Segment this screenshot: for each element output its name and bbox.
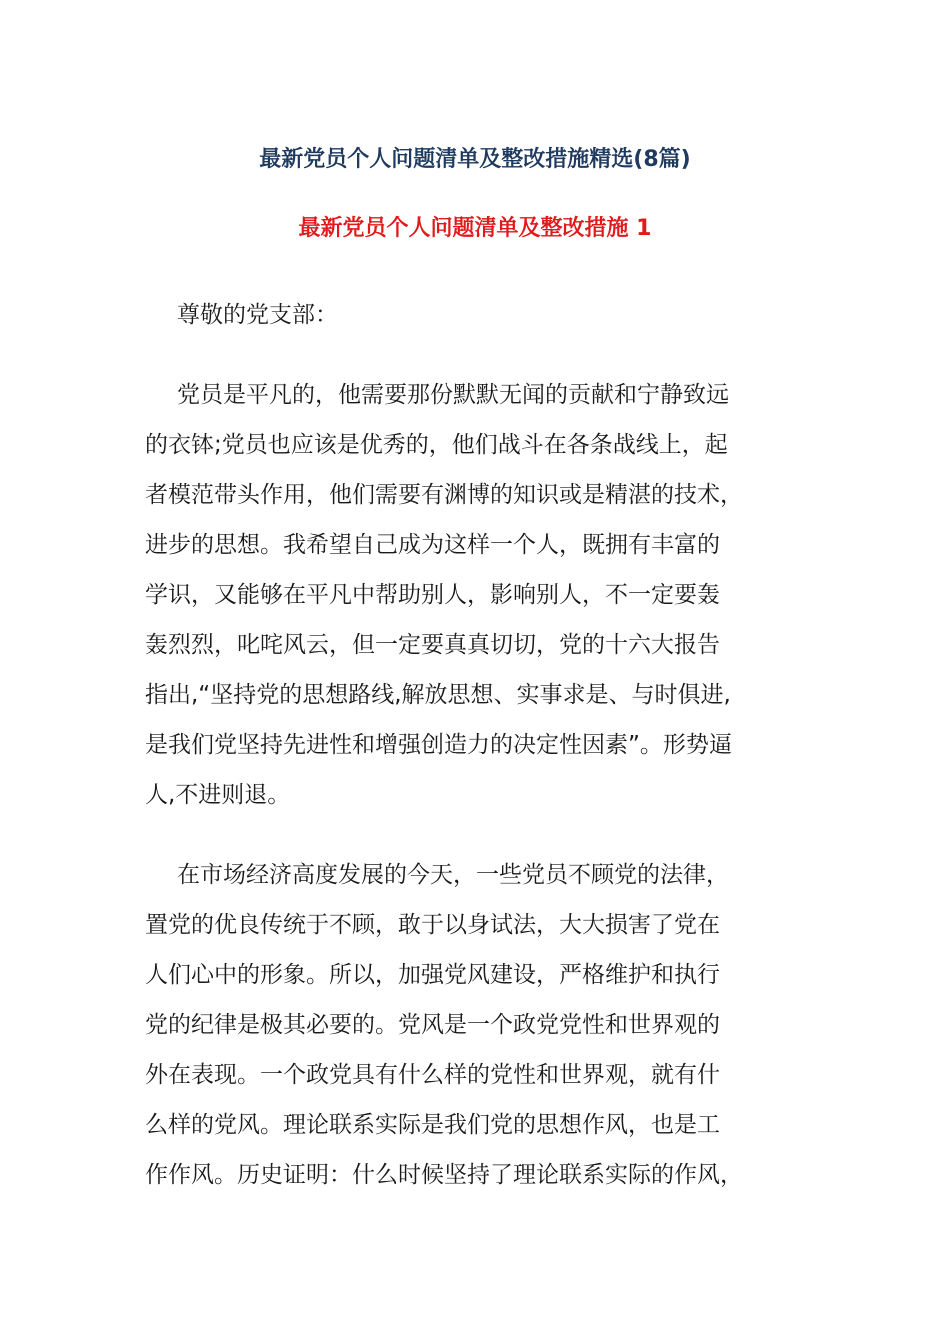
paragraph-line: 的衣钵;党员也应该是优秀的，他们战斗在各条战线上，起 bbox=[145, 432, 728, 458]
document-title: 最新党员个人问题清单及整改措施精选(8篇) bbox=[259, 147, 691, 172]
paragraph-line: 么样的党风。理论联系实际是我们党的思想作风，也是工 bbox=[145, 1112, 720, 1138]
salutation: 尊敬的党支部： bbox=[177, 302, 338, 328]
paragraph-line: 外在表现。一个政党具有什么样的党性和世界观，就有什 bbox=[145, 1062, 720, 1088]
paragraph-line: 党员是平凡的，他需要那份默默无闻的贡献和宁静致远 bbox=[177, 382, 729, 408]
paragraph-line: 者模范带头作用，他们需要有渊博的知识或是精湛的技术， bbox=[145, 482, 743, 508]
paragraph-line: 进步的思想。我希望自己成为这样一个人，既拥有丰富的 bbox=[145, 532, 720, 558]
paragraph-line: 党的纪律是极其必要的。党风是一个政党党性和世界观的 bbox=[145, 1012, 720, 1038]
paragraph-line: 是我们党坚持先进性和增强创造力的决定性因素”。形势逼 bbox=[145, 732, 732, 758]
paragraph-1 bbox=[145, 370, 807, 820]
section-title: 最新党员个人问题清单及整改措施 1 bbox=[298, 216, 652, 241]
paragraph-line: 指出,“坚持党的思想路线,解放思想、实事求是、与时俱进, bbox=[145, 682, 731, 708]
paragraph-line: 人,不进则退。 bbox=[145, 782, 291, 808]
paragraph-line: 在市场经济高度发展的今天，一些党员不顾党的法律， bbox=[177, 862, 729, 888]
paragraph-line: 置党的优良传统于不顾，敢于以身试法，大大损害了党在 bbox=[145, 912, 720, 938]
paragraph-line: 作作风。历史证明：什么时候坚持了理论联系实际的作风， bbox=[145, 1162, 743, 1188]
paragraph-2 bbox=[145, 850, 807, 1200]
paragraph-line: 人们心中的形象。所以，加强党风建设，严格维护和执行 bbox=[145, 962, 720, 988]
document-body bbox=[145, 290, 807, 1230]
paragraph-line: 学识，又能够在平凡中帮助别人，影响别人，不一定要轰 bbox=[145, 582, 720, 608]
paragraph-line: 轰烈烈，叱咤风云，但一定要真真切切，党的十六大报告 bbox=[145, 632, 720, 658]
